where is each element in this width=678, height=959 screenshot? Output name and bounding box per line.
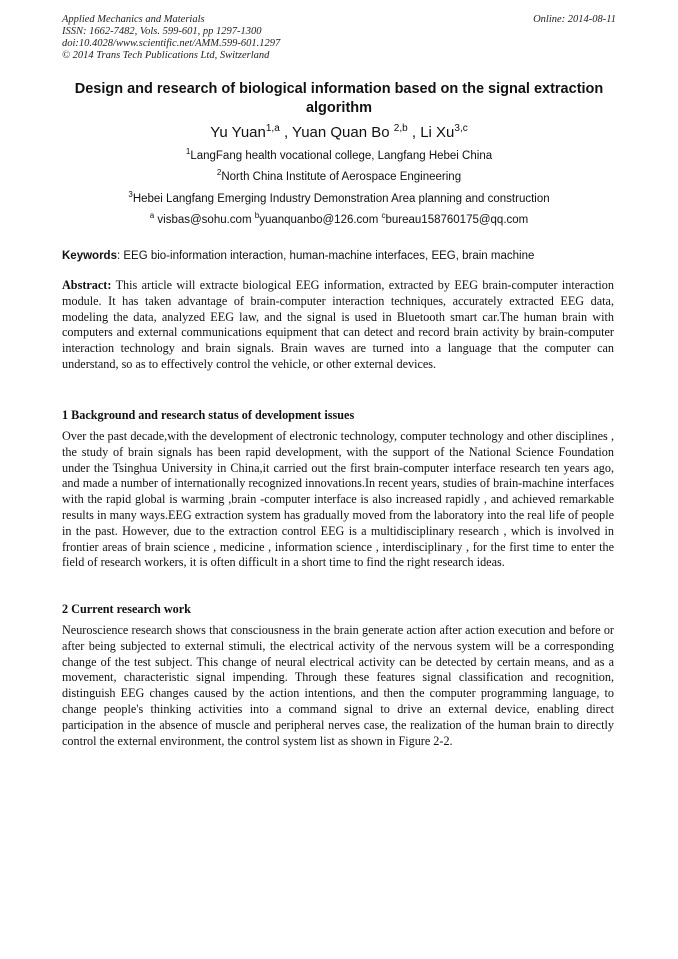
email-c[interactable]: bureau158760175@qq.com [385, 214, 529, 226]
author-sup: 1,a [265, 123, 280, 134]
email-line [0, 213, 678, 227]
author-sup: 2,b [393, 123, 408, 134]
abstract-text: This article will extracte biological EEG information, extracted by EEG brain-computer interaction module. It has taken advantage of brain-computer interaction techniques, accurately extracted EEG data, modeling the data, analyzed EEG law, and the signal is used in Bluetooth smart car.The human brain with computers and external communications equipment that can detect and record brain activity by brain-computer interaction technology and brain signals. Brain waves are turned into a language that the computer can understand, so as to effectively control the vehicle, or other external devices. [62, 278, 614, 371]
paper-title: Design and research of biological information based on the signal extraction algorithm [74, 81, 604, 116]
author-list [0, 124, 678, 142]
section-heading-1: 1 Background and research status of development issues [62, 408, 355, 422]
author-separator: , [279, 124, 293, 141]
author-sup: 3,c [454, 123, 468, 134]
affiliation-text: Hebei Langfang Emerging Industry Demonstration Area planning and construction [132, 193, 550, 205]
email-sup: a [149, 211, 155, 221]
section-heading-2: 2 Current research work [62, 602, 191, 616]
journal-name: Applied Mechanics and Materials [62, 14, 205, 25]
journal-header [62, 14, 280, 62]
keywords-label: Keywords [62, 250, 117, 262]
keywords-text: : EEG bio-information interaction, human-machine interfaces, EEG, brain machine [116, 250, 535, 262]
doi-line: doi:10.4028/www.scientific.net/AMM.599-601.1297 [62, 38, 281, 49]
affiliation-text: North China Institute of Aerospace Engineering [221, 171, 462, 183]
affiliation-3 [0, 192, 678, 206]
affiliation-2 [0, 170, 678, 184]
author-name: Li Xu [420, 124, 455, 141]
abstract [62, 278, 614, 373]
email-b[interactable]: yuanquanbo@126.com [259, 214, 382, 226]
issn-line: ISSN: 1662-7482, Vols. 599-601, pp 1297-1300 [62, 26, 262, 37]
abstract-label: Abstract: [62, 278, 112, 292]
author-separator: , [407, 124, 421, 141]
section-body-2: Neuroscience research shows that consciousness in the brain generate action after action execution and before or after being subjected to external stimuli, the electrical activity of the nervous system will be a corresponding change of the test subject. This change of neural electrical activity can be detected by certain means, and as a movement, characteristic signal impending. Through these features signal classification and recognition, distinguish EEG changes caused by the action intentions, and then the computer programming language, to change people's thinking activities into a command signal to drive an external device, enabling direct participation in the absence of muscle and peripheral nerves case, the realization of the human brain to directly control the external environment, the control system list as shown in Figure 2-2. [62, 623, 614, 748]
affiliation-sup: 1 [185, 147, 191, 157]
section-body-1: Over the past decade,with the development of electronic technology, computer technology and other disciplines , the study of brain signals has been rapid development, with the support of the National Science Foundation under the Tsinghua University in China,it carried out the first brain-computer interface research ten years ago, and made a number of internationally recognized innovations.In recent years, studies of brain-machine interfaces with the rapid global is warming ,brain -computer interface is also increased rapidly , and achieved remarkable results in many ways.EEG extraction system has gradually moved from the laboratory into the real life of people in the past. However, due to the extraction control EEG is a multidisciplinary research , which is involved in frontier areas of brain science , medicine , information science , interdisciplinary , for the first time to enter the field of research workers, it is often difficult in a short time to find the right research ideas. [62, 429, 614, 570]
affiliation-sup: 2 [216, 168, 222, 178]
email-a[interactable]: visbas@sohu.com [154, 214, 255, 226]
author-name: Yu Yuan [210, 124, 266, 141]
affiliation-sup: 3 [128, 190, 133, 200]
keywords [62, 249, 622, 263]
author-name: Yuan Quan Bo [292, 124, 394, 141]
email-sup: c [381, 211, 386, 221]
copyright-line: © 2014 Trans Tech Publications Ltd, Switzerland [62, 50, 270, 61]
online-date: Online: 2014-08-11 [533, 14, 616, 25]
affiliation-1 [0, 149, 678, 163]
affiliation-text: LangFang health vocational college, Langfang Hebei China [190, 150, 493, 162]
email-sup: b [254, 211, 260, 221]
